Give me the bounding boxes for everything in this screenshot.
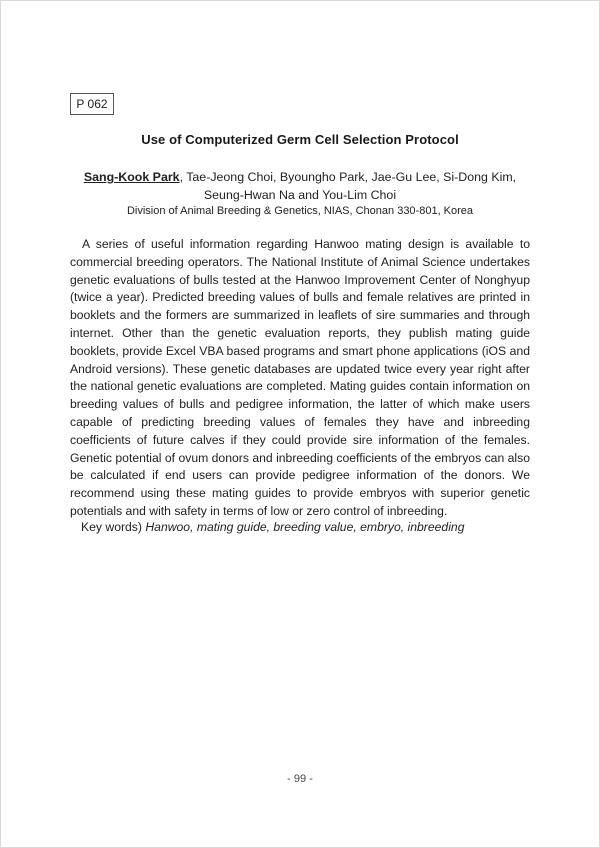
co-authors-line1: , Tae-Jeong Choi, Byoungho Park, Jae-Gu Lee, Si-Dong Kim, bbox=[179, 170, 517, 184]
affiliation: Division of Animal Breeding & Genetics, NIAS, Chonan 330-801, Korea bbox=[126, 205, 474, 217]
paper-title: Use of Computerized Germ Cell Selection Protocol bbox=[141, 132, 459, 147]
author-list bbox=[60, 168, 540, 204]
page-number: - 99 - bbox=[287, 773, 313, 785]
abstract-body: A series of useful information regarding Hanwoo mating design is available to commercial breeding operators. The National Institute of Animal Science undertakes genetic evaluations of bulls tested at the Hanwoo Improvement Center of Nonghyup (twice a year). Predicted breeding values of bulls and female relatives are printed in booklets and the formers are summarized in leaflets of sire summaries and through internet. Other than the genetic evaluation reports, they publish mating guide booklets, provide Excel VBA based programs and smart phone applications (iOS and Android versions). These genetic databases are updated twice every year right after the national genetic evaluations are completed. Mating guides contain information on breeding values of bulls and pedigree information, the latter of which make users capable of predicting breeding values of females they have and inbreeding coefficients of future calves if they could provide sire information of the females. Genetic potential of ovum donors and inbreeding coefficients of the embryos can also be calculated if end users can provide pedigree information of the donors. We recommend using these mating guides to provide embryos with superior genetic potentials and with safety in terms of low or zero control of inbreeding. bbox=[70, 237, 530, 518]
keywords-line bbox=[81, 520, 541, 534]
keywords-values: Hanwoo, mating guide, breeding value, embryo, inbreeding bbox=[145, 520, 465, 534]
co-authors-line2: Seung-Hwan Na and You-Lim Choi bbox=[203, 188, 397, 202]
presenting-author: Sang-Kook Park bbox=[83, 170, 180, 184]
keywords-label: Key words) bbox=[81, 520, 142, 534]
poster-id-box: P 062 bbox=[70, 93, 114, 115]
